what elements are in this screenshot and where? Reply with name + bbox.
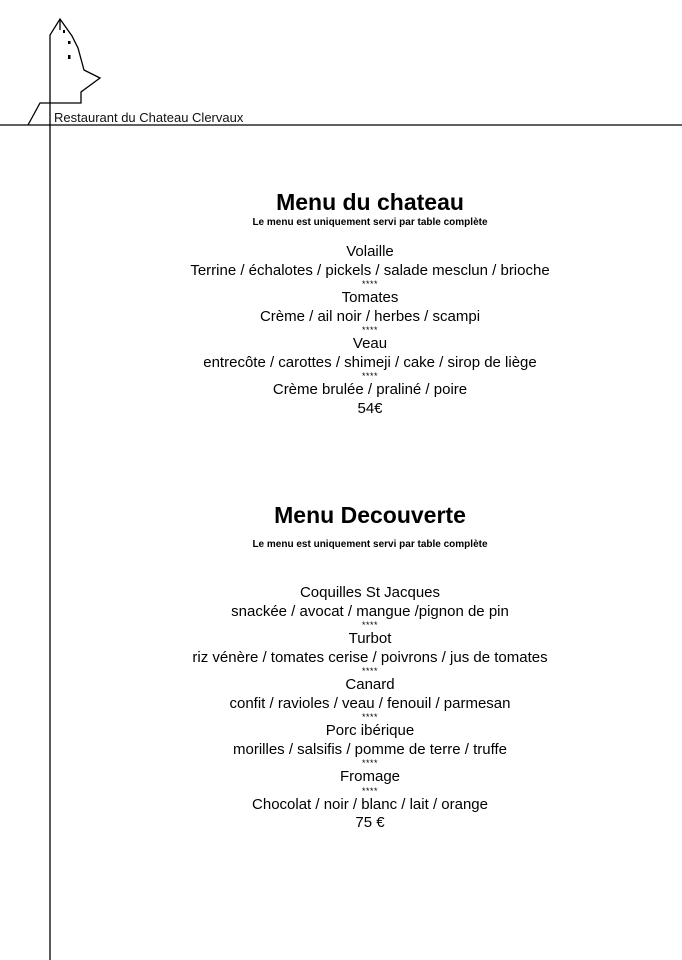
menu-price: 75 € [355, 814, 385, 831]
course-details: entrecôte / carottes / shimeji / cake / sirop de liège [203, 353, 537, 371]
course-name: Volaille [346, 243, 394, 260]
course-name: Turbot [348, 630, 392, 647]
course-separator: **** [361, 758, 378, 768]
course-separator: **** [361, 371, 378, 381]
course-name: Canard [345, 676, 395, 693]
course-details: morilles / salsifis / pomme de terre / truffe [233, 740, 507, 758]
course-name: Crème brulée / praliné / poire [272, 381, 468, 398]
menu-price: 54€ [357, 399, 383, 417]
course-separator: **** [361, 712, 378, 722]
menu-note: Le menu est uniquement servi par table complète [252, 539, 488, 550]
menu-chateau [60, 188, 680, 418]
restaurant-name: Restaurant du Chateau Clervaux [54, 110, 244, 125]
course-name: Chocolat / noir / blanc / lait / orange [252, 795, 488, 813]
course-details: confit / ravioles / veau / fenouil / parmesan [229, 694, 511, 712]
course-details: Terrine / échalotes / pickels / salade mesclun / brioche [190, 261, 550, 279]
course-details: Crème / ail noir / herbes / scampi [259, 307, 481, 325]
course-details: snackée / avocat / mangue /pignon de pin [231, 602, 509, 620]
course-separator: **** [361, 785, 378, 796]
menu-decouverte [60, 501, 680, 832]
course-separator: **** [361, 620, 378, 630]
course-name: Porc ibérique [325, 722, 415, 739]
course-name: Coquilles St Jacques [299, 584, 441, 601]
course-details: riz vénère / tomates cerise / poivrons / jus de tomates [192, 648, 548, 666]
course-separator: **** [361, 325, 378, 335]
course-name: Tomates [341, 289, 399, 306]
course-name: Veau [352, 335, 388, 352]
menu-title: Menu Decouverte [274, 502, 466, 528]
course-separator: **** [361, 666, 378, 676]
menu-title: Menu du chateau [276, 189, 464, 215]
course-name: Fromage [339, 768, 401, 785]
menu-note: Le menu est uniquement servi par table complète [252, 217, 488, 228]
course-separator: **** [361, 279, 378, 289]
